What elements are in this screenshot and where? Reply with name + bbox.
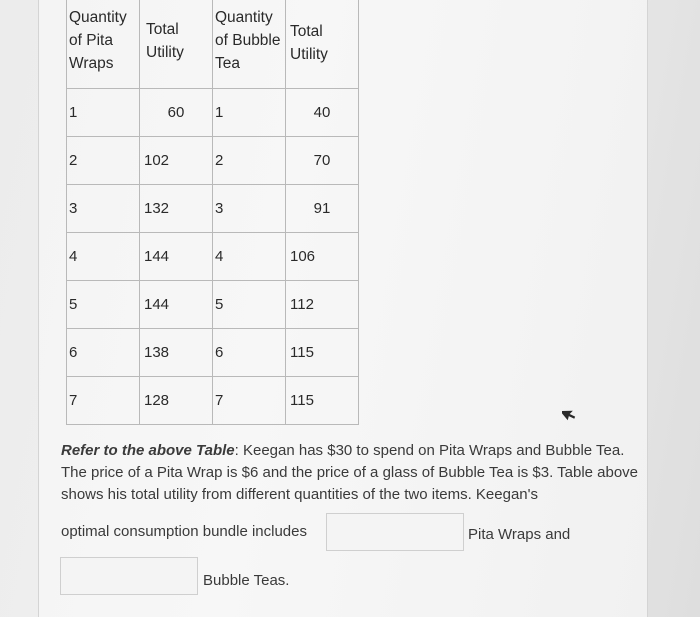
tea-quantity-cell: 4 [213, 233, 286, 281]
pita-utility-cell: 144 [140, 233, 213, 281]
tea-utility-cell: 91 [286, 185, 359, 233]
tea-utility-cell: 115 [286, 329, 359, 377]
answer-mid-label: Pita Wraps and [468, 526, 571, 543]
pita-quantity-cell: 7 [67, 377, 140, 425]
pita-quantity-cell: 3 [67, 185, 140, 233]
answer-prefix-label: optimal consumption bundle includes [61, 523, 307, 540]
pita-quantity-cell: 6 [67, 329, 140, 377]
pita-utility-cell: 132 [140, 185, 213, 233]
question-text [61, 440, 641, 506]
header-quantity-bubble-tea: Quantity of Bubble Tea [213, 0, 286, 89]
header-quantity-pita: Quantity of Pita Wraps [67, 0, 140, 89]
pita-wraps-answer-input[interactable] [326, 513, 464, 551]
table-row [67, 233, 359, 281]
answer-row [61, 513, 641, 551]
table-row [67, 89, 359, 137]
bubble-teas-answer-input[interactable] [60, 557, 198, 595]
table-row [67, 377, 359, 425]
tea-quantity-cell: 7 [213, 377, 286, 425]
question-lead: Refer to the above Table [61, 442, 235, 459]
pita-utility-cell: 60 [140, 89, 213, 137]
tea-quantity-cell: 6 [213, 329, 286, 377]
answer-suffix-label: Bubble Teas. [203, 572, 290, 589]
pita-quantity-cell: 2 [67, 137, 140, 185]
utility-table [66, 0, 359, 425]
header-total-utility-pita: Total Utility [140, 0, 213, 89]
pita-quantity-cell: 4 [67, 233, 140, 281]
pita-utility-cell: 128 [140, 377, 213, 425]
pita-utility-cell: 144 [140, 281, 213, 329]
tea-quantity-cell: 5 [213, 281, 286, 329]
pita-utility-cell: 102 [140, 137, 213, 185]
mouse-cursor-icon [562, 405, 576, 423]
pita-utility-cell: 138 [140, 329, 213, 377]
tea-utility-cell: 70 [286, 137, 359, 185]
table-header-row [67, 0, 359, 89]
table-row [67, 185, 359, 233]
table-row [67, 329, 359, 377]
pita-quantity-cell: 5 [67, 281, 140, 329]
tea-quantity-cell: 3 [213, 185, 286, 233]
tea-utility-cell: 115 [286, 377, 359, 425]
tea-utility-cell: 106 [286, 233, 359, 281]
header-total-utility-bubble-tea: Total Utility [286, 0, 359, 89]
tea-quantity-cell: 2 [213, 137, 286, 185]
tea-quantity-cell: 1 [213, 89, 286, 137]
question-body: : Keegan has $30 to spend on Pita Wraps and Bubble Tea. The price of a Pita Wrap is $6 and the price of a glass of Bubble Tea is $3. Table above shows his total utility from different quantities of the two items. Keegan's [61, 442, 639, 503]
table-row [67, 137, 359, 185]
table-row [67, 281, 359, 329]
tea-utility-cell: 112 [286, 281, 359, 329]
pita-quantity-cell: 1 [67, 89, 140, 137]
tea-utility-cell: 40 [286, 89, 359, 137]
